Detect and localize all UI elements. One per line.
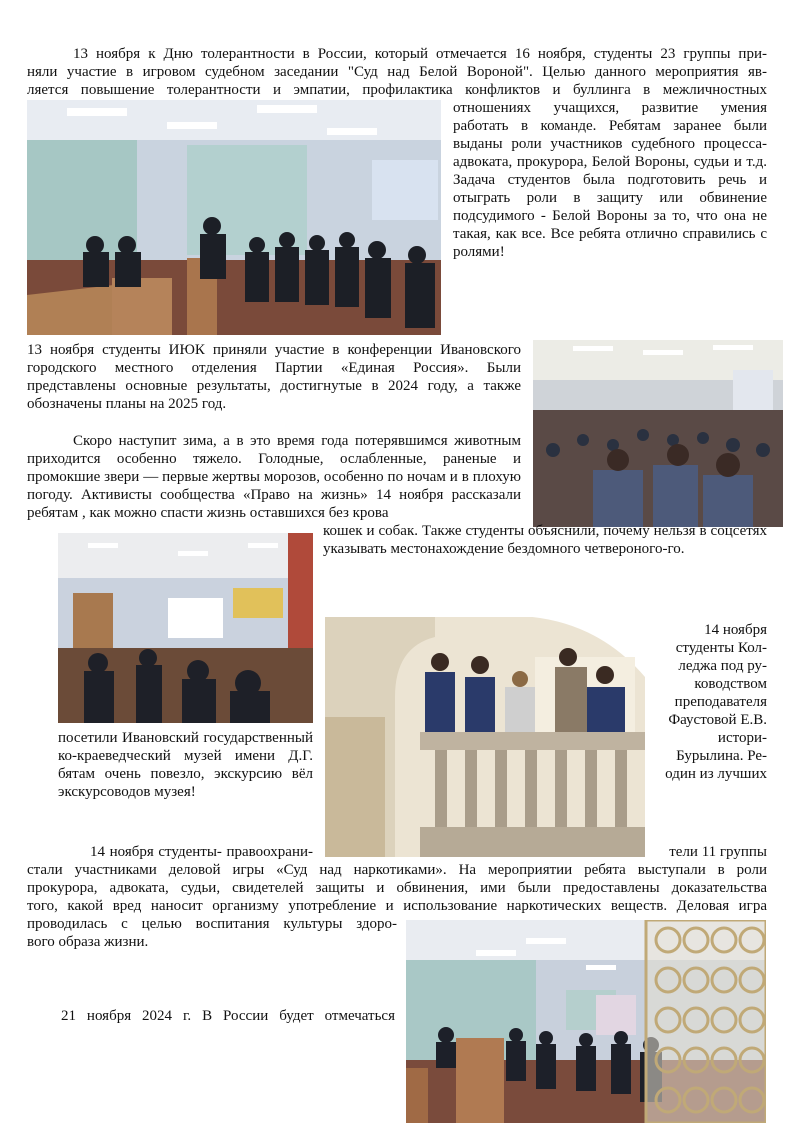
para4-right-4: ководством [694,676,767,692]
photo-conference-hall [533,340,783,527]
para4-right-3: леджа под ру- [678,658,767,674]
photo-museum-balcony [325,617,645,857]
para5-line5: проводилась с целью воспитания культуры здоро- [27,916,397,932]
para4-left-3: бятам очень повезло, экскурсию вёл [58,766,313,782]
para4-right-9: один из лучших [665,766,767,782]
para4-left-2: ко-краеведческий музей имени Д.Г. [58,748,313,764]
para5-line1-left: 14 ноября студенты- правоохрани- [90,844,313,860]
para4-right-2: студенты Кол- [675,640,767,656]
para1-line2: няли участие в игровом судебном заседании "Суд над Белой Вороной". Целью данного мероприятия яв- [27,64,767,80]
para1-line3: ляется повышение толерантности и эмпатии, профилактика конфликтов и буллинга в межличностных [27,82,767,98]
para4-right-5: преподавателя [674,694,767,710]
para3-text: Скоро наступит зима, а в это время года потерявшимся животным приходится особенно тяжело. Голодные, ослабленные, раненые и промокшие звери — первые жертвы морозов, особенно по ночам и в плохую погоду. Активисты сообщества «Право на жизнь» 14 ноября рассказали ребятам , как можно спасти жизнь оставшихся без крова [27,433,521,521]
para4-left-1: посетили Ивановский государственный [58,730,313,746]
para4-right-6: Фаустовой Е.В. [668,712,767,728]
para5-line6: вого образа жизни. [27,934,149,950]
para1-column: отношениях учащихся, развитие умения работать в команде. Ребятам заранее были выданы роли участников судебного процесса-адвоката, прокурора, Белой Вороны, судьи и т.д. Задача студентов была подготовить речь и отыграть роли в защиту или обвинение подсудимого - Белой Вороны за то, что она не такая, как все. Все ребята отлично справились с ролями! [453,100,767,260]
para4-left-4: экскурсоводов музея! [58,784,196,800]
para1-line1: 13 ноября к Дню толерантности в России, который отмечается 16 ноября, студенты 23 группы при- [73,46,767,62]
para6-text: 21 ноября 2024 г. В России будет отмечаться [61,1008,395,1024]
photo-courtroom-game [27,100,441,335]
para5-line2: стали участниками деловой игры «Суд над наркотиками». На мероприятии ребята выступали в роли [27,862,767,878]
para4-right-7: истори- [717,730,767,746]
photo-court-hearing [406,920,766,1123]
para3-continuation: кошек и собак. Также студенты объяснили, почему нельзя в соцсетях указывать местонахождение бездомного четвероного-го. [323,523,767,557]
para5-line4: того, какой вред наносит организму употребление и использование наркотических веществ. Деловая игра [27,898,767,914]
para5-line3: прокурора, адвоката, судьи, свидетелей защиты и обвинения, ими были предоставлены доказательства [27,880,767,896]
para5-line1-right: тели 11 группы [669,844,767,860]
para4-right-8: Бурылина. Ре- [676,748,767,764]
para2-text: 13 ноября студенты ИЮК приняли участие в конференции Ивановского городского местного отделения Партии «Единая Россия». Были представлены основные результаты, достигнутые в 2024 году, а также обозначены планы на 2025 год. [27,342,521,412]
para4-right-1: 14 ноября [704,622,767,638]
photo-lecture-room [58,533,313,723]
